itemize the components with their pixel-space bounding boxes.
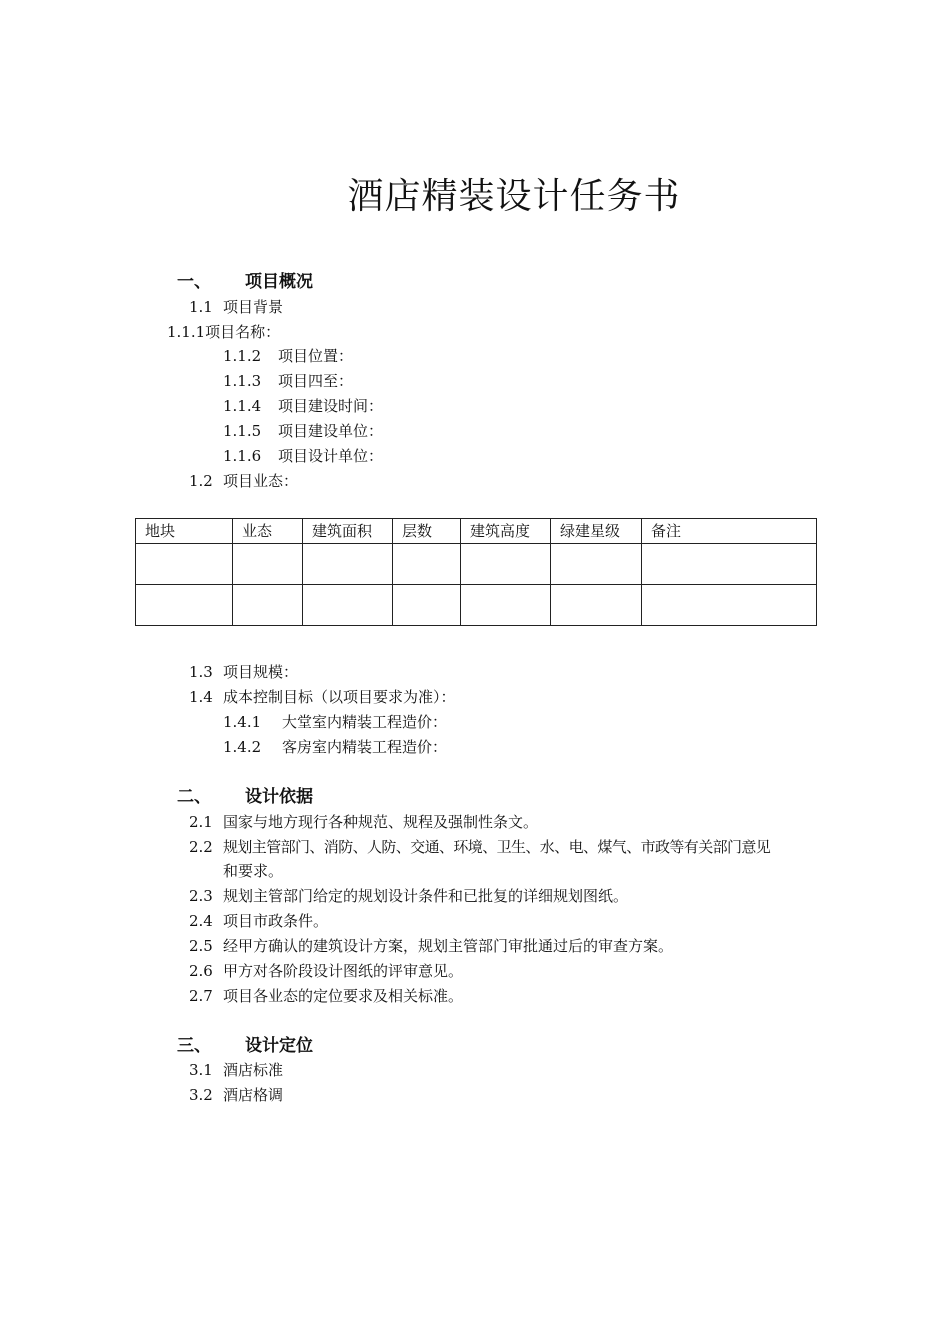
list-item [189,810,538,834]
project-format-table [135,518,817,626]
column-header: 地块 [136,519,233,544]
item-number: 2.6 [189,962,213,980]
section-label: 设计定位 [245,1036,313,1056]
list-item [189,1083,283,1107]
section-number: 一、 [177,272,211,292]
item-number: 1.3 [189,663,213,681]
item-number: 1.4.2 [223,738,262,756]
item-text: 项目各业态的定位要求及相关标准。 [223,987,464,1005]
table-cell [642,585,817,626]
item-text: 项目位置： [278,347,354,365]
item-text: 成本控制目标（以项目要求为准）： [223,688,456,706]
table-cell [233,544,303,585]
section-label: 项目概况 [245,272,313,292]
item-number: 1.1.3 [223,372,262,390]
table-cell [233,585,303,626]
item-text: 客房室内精装工程造价： [282,738,448,756]
list-item [189,835,770,859]
item-text: 规划主管部门给定的规划设计条件和已批复的详细规划图纸。 [223,887,629,905]
item-text: 项目市政条件。 [223,912,329,930]
section-heading-1 [177,270,377,294]
table-cell [303,544,393,585]
item-text: 酒店格调 [223,1086,284,1104]
list-item [223,419,383,443]
item-number: 1.1.4 [223,397,262,415]
column-header: 绿建星级 [551,519,642,544]
table-row [136,585,817,626]
section-heading-2 [177,785,377,809]
column-header: 建筑面积 [303,519,393,544]
table-cell [461,544,551,585]
table-cell [136,585,233,626]
item-text: 项目名称： [205,323,281,341]
list-item [189,959,463,983]
table-cell [461,585,551,626]
list-item [189,909,328,933]
table-cell [393,544,461,585]
column-header: 备注 [642,519,817,544]
list-item [189,660,298,684]
list-item [167,320,280,344]
section-number: 二、 [177,787,211,807]
list-item [223,710,447,734]
item-text: 项目建设单位： [278,422,384,440]
table-cell [136,544,233,585]
item-text: 项目规模： [223,663,299,681]
item-number: 1.1.5 [223,422,262,440]
item-number: 2.2 [189,838,213,856]
table-cell [551,544,642,585]
item-text: 经甲方确认的建筑设计方案，规划主管部门审批通过后的审查方案。 [223,937,674,955]
list-item [189,295,283,319]
table-row [136,544,817,585]
item-number: 1.4.1 [223,713,262,731]
item-text: 项目建设时间： [278,397,384,415]
table-cell [393,585,461,626]
table-header-row [136,519,817,544]
column-header: 建筑高度 [461,519,551,544]
item-text: 大堂室内精装工程造价： [282,713,448,731]
list-item [223,444,383,468]
item-text: 项目背景 [223,298,284,316]
list-item [189,984,463,1008]
item-text: 项目业态： [223,472,299,490]
item-number: 2.3 [189,887,213,905]
list-item [189,469,298,493]
item-text: 国家与地方现行各种规范、规程及强制性条文。 [223,813,539,831]
column-header: 层数 [393,519,461,544]
section-heading-3 [177,1034,377,1058]
item-text: 项目设计单位： [278,447,384,465]
item-number: 2.4 [189,912,213,930]
item-text: 酒店标准 [223,1061,284,1079]
item-number: 1.1.6 [223,447,262,465]
item-number: 3.1 [189,1061,213,1079]
list-item [223,735,447,759]
item-number: 2.7 [189,987,213,1005]
section-number: 三、 [177,1036,211,1056]
item-text: 和要求。 [223,862,284,880]
list-item [189,934,673,958]
column-header: 业态 [233,519,303,544]
list-item [223,369,353,393]
item-number: 1.1.1 [167,323,206,341]
item-text: 项目四至： [278,372,354,390]
item-number: 1.1 [189,298,213,316]
item-number: 1.1.2 [223,347,262,365]
list-item [189,1058,283,1082]
list-item [223,394,383,418]
item-number: 2.1 [189,813,213,831]
document-title: 酒店精装设计任务书 [347,176,681,217]
item-text: 甲方对各阶段设计图纸的评审意见。 [223,962,464,980]
list-item-continuation [223,859,283,883]
list-item [189,884,628,908]
item-text: 规划主管部门、消防、人防、交通、环境、卫生、水、电、煤气、市政等有关部门意见 [223,838,771,856]
table-cell [642,544,817,585]
list-item [223,344,353,368]
table-cell [551,585,642,626]
section-label: 设计依据 [245,787,313,807]
item-number: 1.4 [189,688,213,706]
item-number: 3.2 [189,1086,213,1104]
table-cell [303,585,393,626]
list-item [189,685,456,709]
item-number: 1.2 [189,472,213,490]
item-number: 2.5 [189,937,213,955]
